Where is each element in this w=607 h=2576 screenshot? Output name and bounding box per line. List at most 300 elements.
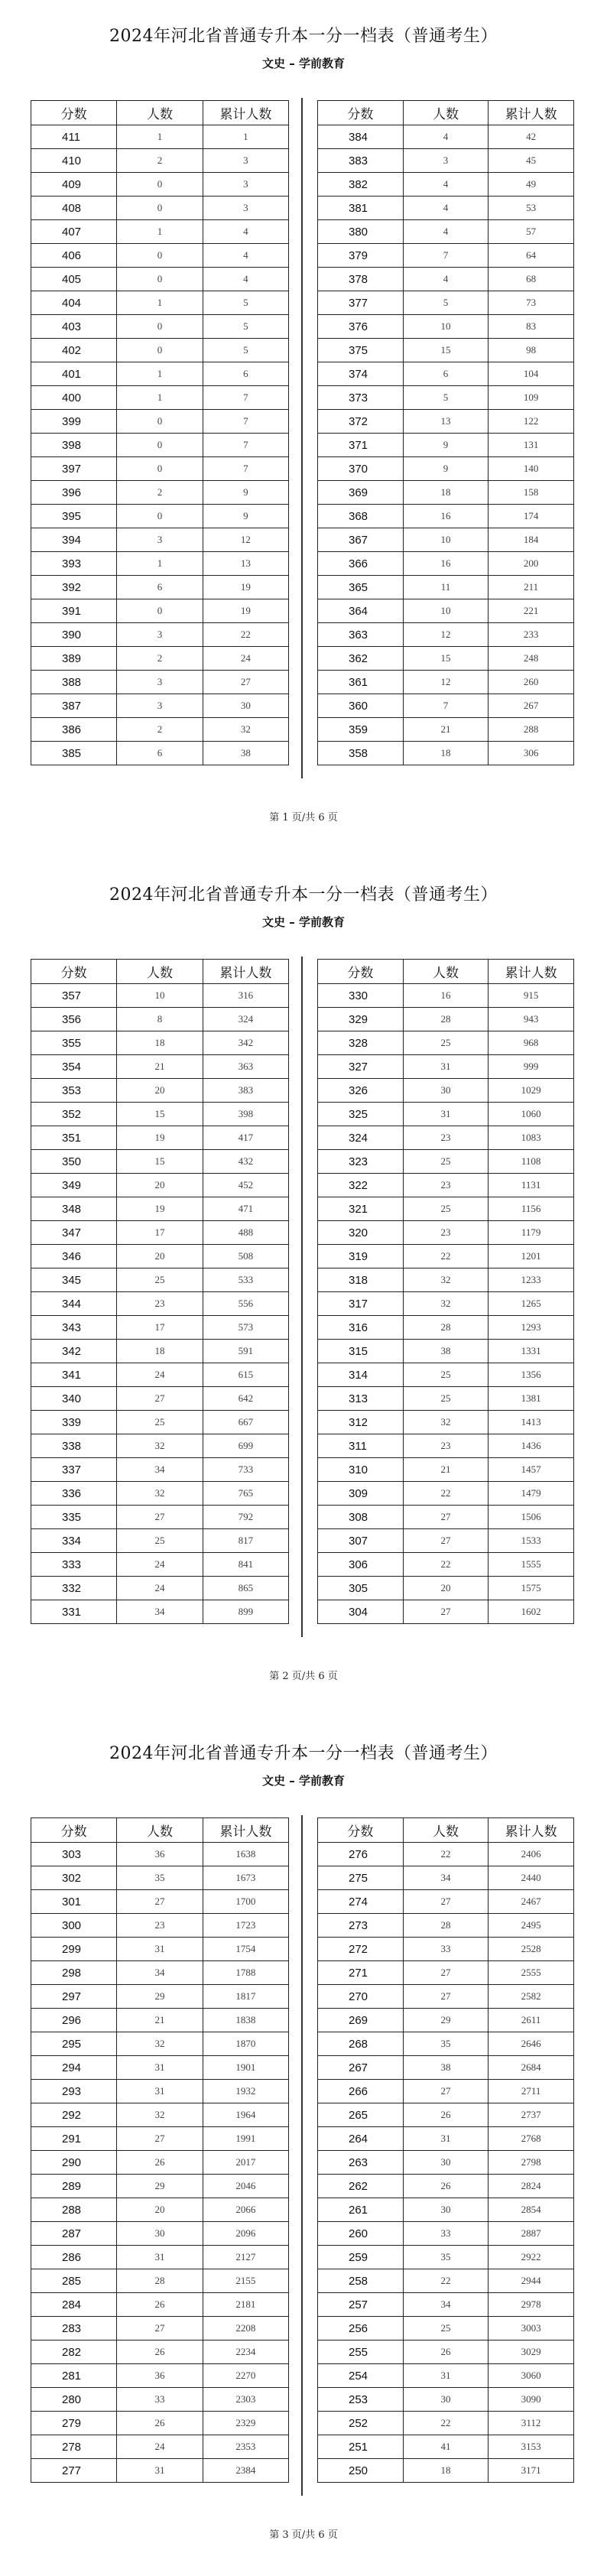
score-cell: 296 (31, 2009, 117, 2032)
cumulative-cell: 1506 (489, 1506, 574, 1529)
count-cell: 27 (403, 1506, 489, 1529)
table-row (318, 268, 574, 291)
cumulative-cell: 417 (203, 1126, 288, 1150)
table-row (31, 268, 289, 291)
table-row (31, 291, 289, 315)
score-cell: 398 (31, 434, 117, 457)
count-cell: 23 (403, 1174, 489, 1197)
count-cell: 3 (117, 623, 203, 647)
count-cell: 21 (403, 718, 489, 742)
score-header: 分数 (31, 960, 117, 984)
cumulative-cell: 2127 (203, 2246, 288, 2269)
table-row (318, 1197, 574, 1221)
cumulative-cell: 2824 (489, 2175, 574, 2198)
count-cell: 31 (403, 1055, 489, 1079)
count-cell: 32 (403, 1269, 489, 1292)
cumulative-cell: 2353 (203, 2435, 288, 2459)
table-row (31, 1340, 289, 1363)
table-row (31, 220, 289, 244)
count-cell: 31 (117, 2056, 203, 2080)
cumulative-cell: 2737 (489, 2103, 574, 2127)
count-cell: 41 (403, 2435, 489, 2459)
cumulative-cell: 3029 (489, 2340, 574, 2364)
table-row (31, 1316, 289, 1340)
table-row (318, 481, 574, 505)
score-cell: 387 (31, 694, 117, 718)
count-cell: 38 (403, 1340, 489, 1363)
count-cell: 22 (403, 2412, 489, 2435)
table-row (31, 2435, 289, 2459)
count-cell: 27 (403, 1985, 489, 2009)
count-cell: 26 (403, 2340, 489, 2364)
cumulative-cell: 2528 (489, 1938, 574, 1961)
table-row (31, 1434, 289, 1458)
cumulative-cell: 2555 (489, 1961, 574, 1985)
table-header-row (31, 101, 289, 125)
count-cell: 30 (403, 1079, 489, 1103)
cumulative-cell: 792 (203, 1506, 288, 1529)
cumulative-cell: 488 (203, 1221, 288, 1245)
table-row (31, 718, 289, 742)
table-row (318, 1458, 574, 1482)
cumulative-cell: 2046 (203, 2175, 288, 2198)
count-cell: 27 (117, 1506, 203, 1529)
table-row (318, 2127, 574, 2151)
table-header-row (318, 960, 574, 984)
cumulative-cell: 53 (489, 197, 574, 220)
cumulative-cell: 3112 (489, 2412, 574, 2435)
cumulative-cell: 19 (203, 599, 288, 623)
count-cell: 10 (117, 984, 203, 1008)
cumulative-cell: 104 (489, 362, 574, 386)
cumulative-cell: 288 (489, 718, 574, 742)
table-row (31, 1150, 289, 1174)
cumulative-cell: 19 (203, 576, 288, 599)
cumulative-cell: 1293 (489, 1316, 574, 1340)
score-cell: 303 (31, 1843, 117, 1866)
score-cell: 307 (318, 1529, 404, 1553)
page-title: 2024年河北省普通专升本一分一档表（普通考生） (109, 27, 498, 46)
cumulative-cell: 27 (203, 671, 288, 694)
score-cell: 308 (318, 1506, 404, 1529)
count-cell: 34 (403, 2293, 489, 2317)
count-cell: 2 (117, 647, 203, 671)
score-cell: 411 (31, 125, 117, 149)
count-cell: 34 (117, 1458, 203, 1482)
table-row (31, 2198, 289, 2222)
score-cell: 399 (31, 410, 117, 434)
score-cell: 395 (31, 505, 117, 528)
count-cell: 26 (117, 2293, 203, 2317)
count-cell: 33 (403, 2222, 489, 2246)
score-header: 分数 (318, 960, 404, 984)
cumulative-cell: 533 (203, 1269, 288, 1292)
count-cell: 15 (403, 647, 489, 671)
count-cell: 29 (403, 2009, 489, 2032)
table-row (318, 1506, 574, 1529)
count-cell: 30 (403, 2151, 489, 2175)
count-cell: 35 (403, 2032, 489, 2056)
cumulative-cell: 841 (203, 1553, 288, 1577)
cumulative-cell: 3060 (489, 2364, 574, 2388)
table-row (31, 244, 289, 268)
cumulative-cell: 1108 (489, 1150, 574, 1174)
table-row (318, 2009, 574, 2032)
count-cell: 3 (403, 149, 489, 173)
score-cell: 253 (318, 2388, 404, 2412)
score-cell: 331 (31, 1600, 117, 1624)
cumulative-cell: 342 (203, 1031, 288, 1055)
table-row (31, 386, 289, 410)
table-row (318, 1126, 574, 1150)
table-row (318, 1055, 574, 1079)
table-row (318, 742, 574, 765)
score-cell: 277 (31, 2459, 117, 2483)
count-cell: 5 (403, 386, 489, 410)
count-cell: 0 (117, 457, 203, 481)
table-row (31, 1008, 289, 1031)
table-row (318, 694, 574, 718)
count-header: 人数 (403, 101, 489, 125)
cumulative-cell: 899 (203, 1600, 288, 1624)
score-cell: 386 (31, 718, 117, 742)
table-row (318, 984, 574, 1008)
count-cell: 24 (117, 1553, 203, 1577)
score-cell: 377 (318, 291, 404, 315)
cumulative-cell: 1083 (489, 1126, 574, 1150)
score-cell: 267 (318, 2056, 404, 2080)
count-cell: 4 (403, 220, 489, 244)
score-cell: 251 (318, 2435, 404, 2459)
table-row (318, 244, 574, 268)
score-table-right (317, 959, 574, 1624)
score-cell: 390 (31, 623, 117, 647)
table-row (318, 2246, 574, 2269)
table-row (31, 1914, 289, 1938)
count-cell: 18 (117, 1031, 203, 1055)
score-cell: 285 (31, 2269, 117, 2293)
score-cell: 317 (318, 1292, 404, 1316)
table-row (31, 339, 289, 362)
cumulative-cell: 2611 (489, 2009, 574, 2032)
table-row (318, 1434, 574, 1458)
count-cell: 21 (403, 1458, 489, 1482)
count-cell: 19 (117, 1126, 203, 1150)
table-row (318, 2080, 574, 2103)
cumulative-cell: 615 (203, 1363, 288, 1387)
table-row (318, 1292, 574, 1316)
cumulative-cell: 2582 (489, 1985, 574, 2009)
cumulative-cell: 3090 (489, 2388, 574, 2412)
score-cell: 320 (318, 1221, 404, 1245)
table-row (31, 599, 289, 623)
score-header: 分数 (31, 101, 117, 125)
count-cell: 25 (403, 1197, 489, 1221)
table-row (31, 984, 289, 1008)
cumulative-cell: 2234 (203, 2340, 288, 2364)
count-cell: 31 (403, 2364, 489, 2388)
cumulative-cell: 9 (203, 505, 288, 528)
count-cell: 17 (117, 1221, 203, 1245)
table-row (31, 505, 289, 528)
table-row (318, 1174, 574, 1197)
count-cell: 28 (403, 1316, 489, 1340)
cumulative-cell: 765 (203, 1482, 288, 1506)
count-cell: 32 (117, 2032, 203, 2056)
page-footer: 第 1 页/共 6 页 (269, 812, 338, 823)
count-cell: 0 (117, 315, 203, 339)
count-cell: 16 (403, 505, 489, 528)
count-cell: 31 (403, 2127, 489, 2151)
count-cell: 0 (117, 434, 203, 457)
table-row (31, 1197, 289, 1221)
table-row (31, 1843, 289, 1866)
score-cell: 259 (318, 2246, 404, 2269)
table-row (31, 1890, 289, 1914)
score-cell: 271 (318, 1961, 404, 1985)
table-row (318, 2317, 574, 2340)
page-2 (0, 859, 607, 1717)
count-cell: 31 (117, 1938, 203, 1961)
table-row (31, 1079, 289, 1103)
count-cell: 26 (403, 2175, 489, 2198)
table-row (31, 1174, 289, 1197)
count-cell: 18 (117, 1340, 203, 1363)
table-row (318, 647, 574, 671)
cumulative-cell: 1060 (489, 1103, 574, 1126)
count-header: 人数 (117, 1818, 203, 1843)
count-cell: 32 (117, 1482, 203, 1506)
cumulative-cell: 573 (203, 1316, 288, 1340)
cumulative-cell: 45 (489, 149, 574, 173)
cumulative-cell: 7 (203, 386, 288, 410)
table-row (31, 2175, 289, 2198)
score-cell: 258 (318, 2269, 404, 2293)
cumulative-cell: 2467 (489, 1890, 574, 1914)
count-cell: 23 (117, 1914, 203, 1938)
count-cell: 1 (117, 291, 203, 315)
column-divider (301, 957, 303, 1637)
score-cell: 402 (31, 339, 117, 362)
cumulative-cell: 1356 (489, 1363, 574, 1387)
table-row (31, 1363, 289, 1387)
count-cell: 6 (117, 576, 203, 599)
table-row (31, 2103, 289, 2127)
score-cell: 343 (31, 1316, 117, 1340)
score-cell: 289 (31, 2175, 117, 2198)
count-cell: 1 (117, 552, 203, 576)
score-cell: 312 (318, 1411, 404, 1434)
score-cell: 339 (31, 1411, 117, 1434)
cumulative-cell: 1817 (203, 1985, 288, 2009)
count-cell: 4 (403, 197, 489, 220)
count-cell: 33 (403, 1938, 489, 1961)
table-row (31, 647, 289, 671)
table-row (31, 315, 289, 339)
count-cell: 20 (403, 1577, 489, 1600)
score-cell: 301 (31, 1890, 117, 1914)
score-cell: 370 (318, 457, 404, 481)
count-cell: 24 (117, 1577, 203, 1600)
score-cell: 376 (318, 315, 404, 339)
cumulative-cell: 1788 (203, 1961, 288, 1985)
score-cell: 293 (31, 2080, 117, 2103)
table-row (318, 1553, 574, 1577)
table-row (318, 220, 574, 244)
table-row (318, 2435, 574, 2459)
count-cell: 3 (117, 694, 203, 718)
score-cell: 380 (318, 220, 404, 244)
table-row (318, 1079, 574, 1103)
cumulative-cell: 2711 (489, 2080, 574, 2103)
score-cell: 294 (31, 2056, 117, 2080)
score-cell: 334 (31, 1529, 117, 1553)
cumulative-cell: 68 (489, 268, 574, 291)
table-row (318, 1938, 574, 1961)
page-subtitle: 文史 – 学前教育 (262, 915, 345, 929)
cumulative-cell: 83 (489, 315, 574, 339)
score-table-right (317, 100, 574, 765)
cumulative-cell: 306 (489, 742, 574, 765)
table-row (31, 1985, 289, 2009)
count-cell: 31 (117, 2246, 203, 2269)
count-cell: 9 (403, 457, 489, 481)
cumulative-header: 累计人数 (489, 1818, 574, 1843)
table-row (318, 2340, 574, 2364)
cumulative-cell: 158 (489, 481, 574, 505)
cumulative-cell: 591 (203, 1340, 288, 1363)
table-row (31, 2032, 289, 2056)
cumulative-cell: 556 (203, 1292, 288, 1316)
cumulative-cell: 1723 (203, 1914, 288, 1938)
table-header-row (318, 101, 574, 125)
cumulative-cell: 98 (489, 339, 574, 362)
count-cell: 31 (403, 1103, 489, 1126)
score-cell: 328 (318, 1031, 404, 1055)
cumulative-cell: 316 (203, 984, 288, 1008)
cumulative-cell: 1870 (203, 2032, 288, 2056)
score-cell: 407 (31, 220, 117, 244)
table-row (318, 1008, 574, 1031)
score-cell: 327 (318, 1055, 404, 1079)
table-row (31, 1961, 289, 1985)
table-row (31, 362, 289, 386)
count-cell: 0 (117, 268, 203, 291)
table-row (31, 1103, 289, 1126)
count-cell: 20 (117, 1245, 203, 1269)
count-cell: 24 (117, 1363, 203, 1387)
score-cell: 405 (31, 268, 117, 291)
count-cell: 2 (117, 149, 203, 173)
cumulative-cell: 12 (203, 528, 288, 552)
table-row (318, 125, 574, 149)
score-cell: 348 (31, 1197, 117, 1221)
cumulative-cell: 221 (489, 599, 574, 623)
count-cell: 25 (117, 1269, 203, 1292)
table-row (318, 2388, 574, 2412)
count-cell: 0 (117, 599, 203, 623)
score-header: 分数 (31, 1818, 117, 1843)
count-cell: 20 (117, 1079, 203, 1103)
table-row (31, 1577, 289, 1600)
score-cell: 250 (318, 2459, 404, 2483)
table-row (31, 2293, 289, 2317)
cumulative-cell: 57 (489, 220, 574, 244)
table-row (31, 2269, 289, 2293)
cumulative-cell: 324 (203, 1008, 288, 1031)
score-cell: 319 (318, 1245, 404, 1269)
score-cell: 375 (318, 339, 404, 362)
table-row (31, 2009, 289, 2032)
score-cell: 332 (31, 1577, 117, 1600)
score-cell: 336 (31, 1482, 117, 1506)
table-row (31, 1126, 289, 1150)
score-cell: 284 (31, 2293, 117, 2317)
table-row (31, 1458, 289, 1482)
cumulative-cell: 174 (489, 505, 574, 528)
table-row (31, 173, 289, 197)
score-cell: 384 (318, 125, 404, 149)
table-row (318, 2032, 574, 2056)
count-cell: 12 (403, 671, 489, 694)
count-cell: 16 (403, 552, 489, 576)
cumulative-cell: 211 (489, 576, 574, 599)
table-row (31, 528, 289, 552)
score-cell: 388 (31, 671, 117, 694)
table-row (318, 291, 574, 315)
table-row (31, 623, 289, 647)
table-row (318, 623, 574, 647)
cumulative-cell: 1201 (489, 1245, 574, 1269)
count-cell: 23 (403, 1221, 489, 1245)
cumulative-cell: 471 (203, 1197, 288, 1221)
cumulative-cell: 508 (203, 1245, 288, 1269)
table-row (31, 2388, 289, 2412)
table-row (31, 671, 289, 694)
cumulative-cell: 1029 (489, 1079, 574, 1103)
cumulative-cell: 2768 (489, 2127, 574, 2151)
score-cell: 354 (31, 1055, 117, 1079)
score-cell: 342 (31, 1340, 117, 1363)
score-cell: 349 (31, 1174, 117, 1197)
table-row (318, 2175, 574, 2198)
cumulative-cell: 42 (489, 125, 574, 149)
cumulative-cell: 1265 (489, 1292, 574, 1316)
cumulative-cell: 267 (489, 694, 574, 718)
table-row (31, 1866, 289, 1890)
cumulative-cell: 968 (489, 1031, 574, 1055)
count-cell: 22 (403, 1553, 489, 1577)
score-cell: 272 (318, 1938, 404, 1961)
cumulative-cell: 1932 (203, 2080, 288, 2103)
count-cell: 18 (403, 2459, 489, 2483)
score-cell: 295 (31, 2032, 117, 2056)
table-row (31, 410, 289, 434)
cumulative-cell: 1575 (489, 1577, 574, 1600)
cumulative-cell: 30 (203, 694, 288, 718)
score-cell: 352 (31, 1103, 117, 1126)
score-cell: 333 (31, 1553, 117, 1577)
count-cell: 24 (117, 2435, 203, 2459)
count-cell: 8 (117, 1008, 203, 1031)
count-cell: 21 (117, 2009, 203, 2032)
cumulative-cell: 1754 (203, 1938, 288, 1961)
table-row (318, 1103, 574, 1126)
cumulative-cell: 3 (203, 197, 288, 220)
table-row (31, 1529, 289, 1553)
cumulative-cell: 3153 (489, 2435, 574, 2459)
score-cell: 389 (31, 647, 117, 671)
